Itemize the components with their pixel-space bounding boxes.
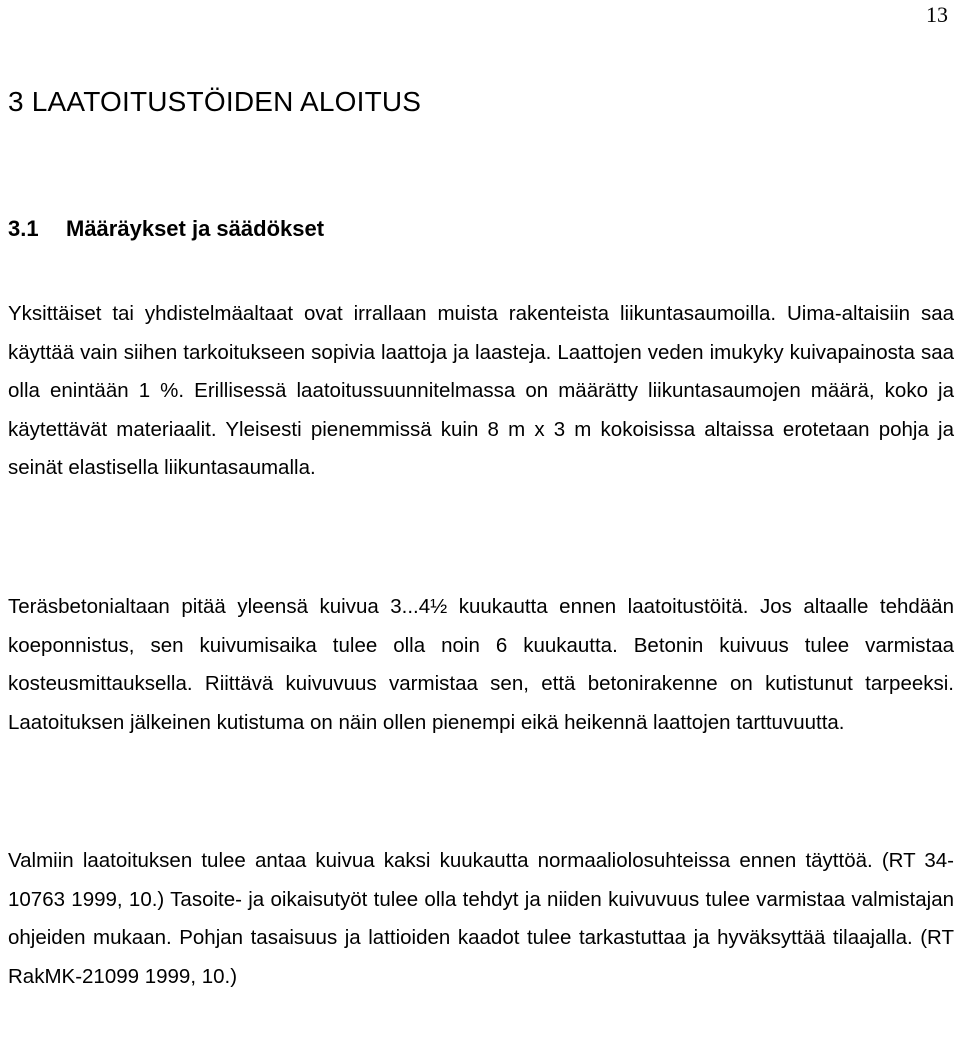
chapter-title: 3 LAATOITUSTÖIDEN ALOITUS — [8, 86, 422, 117]
paragraph-regulations: Yksittäiset tai yhdistelmäaltaat ovat irrallaan muista rakenteista liikuntasaumoilla. Uima-altaisiin saa käyttää vain siihen tarkoitukseen sopivia laattoja ja laasteja. Laattojen veden imukyky kuivapainosta saa olla enintään 1 %. Erillisessä laatoitussuunnitelmassa on määrätty liikuntasaumojen määrä, koko ja käytettävät materiaalit. Yleisesti pienemmissä kuin 8 m x 3 m kokoisissa altaissa erotetaan pohja ja seinät elastisella liikuntasaumalla. — [8, 302, 954, 479]
section-title: Määräykset ja säädökset — [66, 216, 325, 241]
section-number: 3.1 — [8, 216, 39, 241]
section-heading — [8, 216, 324, 242]
paragraph-filling: Valmiin laatoituksen tulee antaa kuivua kaksi kuukautta normaaliolosuhteissa ennen täyttöä. (RT 34-10763 1999, 10.) Tasoite- ja oikaisutyöt tulee olla tehdyt ja niiden kuivuvuus tulee varmistaa valmistajan ohjeiden mukaan. Pohjan tasaisuus ja lattioiden kaadot tulee tarkastuttaa ja hyväksyttää tilaajalla. (RT RakMK-21099 1999, 10.) — [8, 849, 954, 988]
paragraph-drying-time: Teräsbetonialtaan pitää yleensä kuivua 3...4½ kuukautta ennen laatoitustöitä. Jos altaalle tehdään koeponnistus, sen kuivumisaika tulee olla noin 6 kuukautta. Betonin kuivuus tulee varmistaa kosteusmittauksella. Riittävä kuivuvuus varmistaa sen, että betonirakenne on kutistunut tarpeeksi. Laatoituksen jälkeinen kutistuma on näin ollen pienempi eikä heikennä laattojen tarttuvuutta. — [8, 595, 954, 734]
page-number: 13 — [926, 2, 948, 27]
